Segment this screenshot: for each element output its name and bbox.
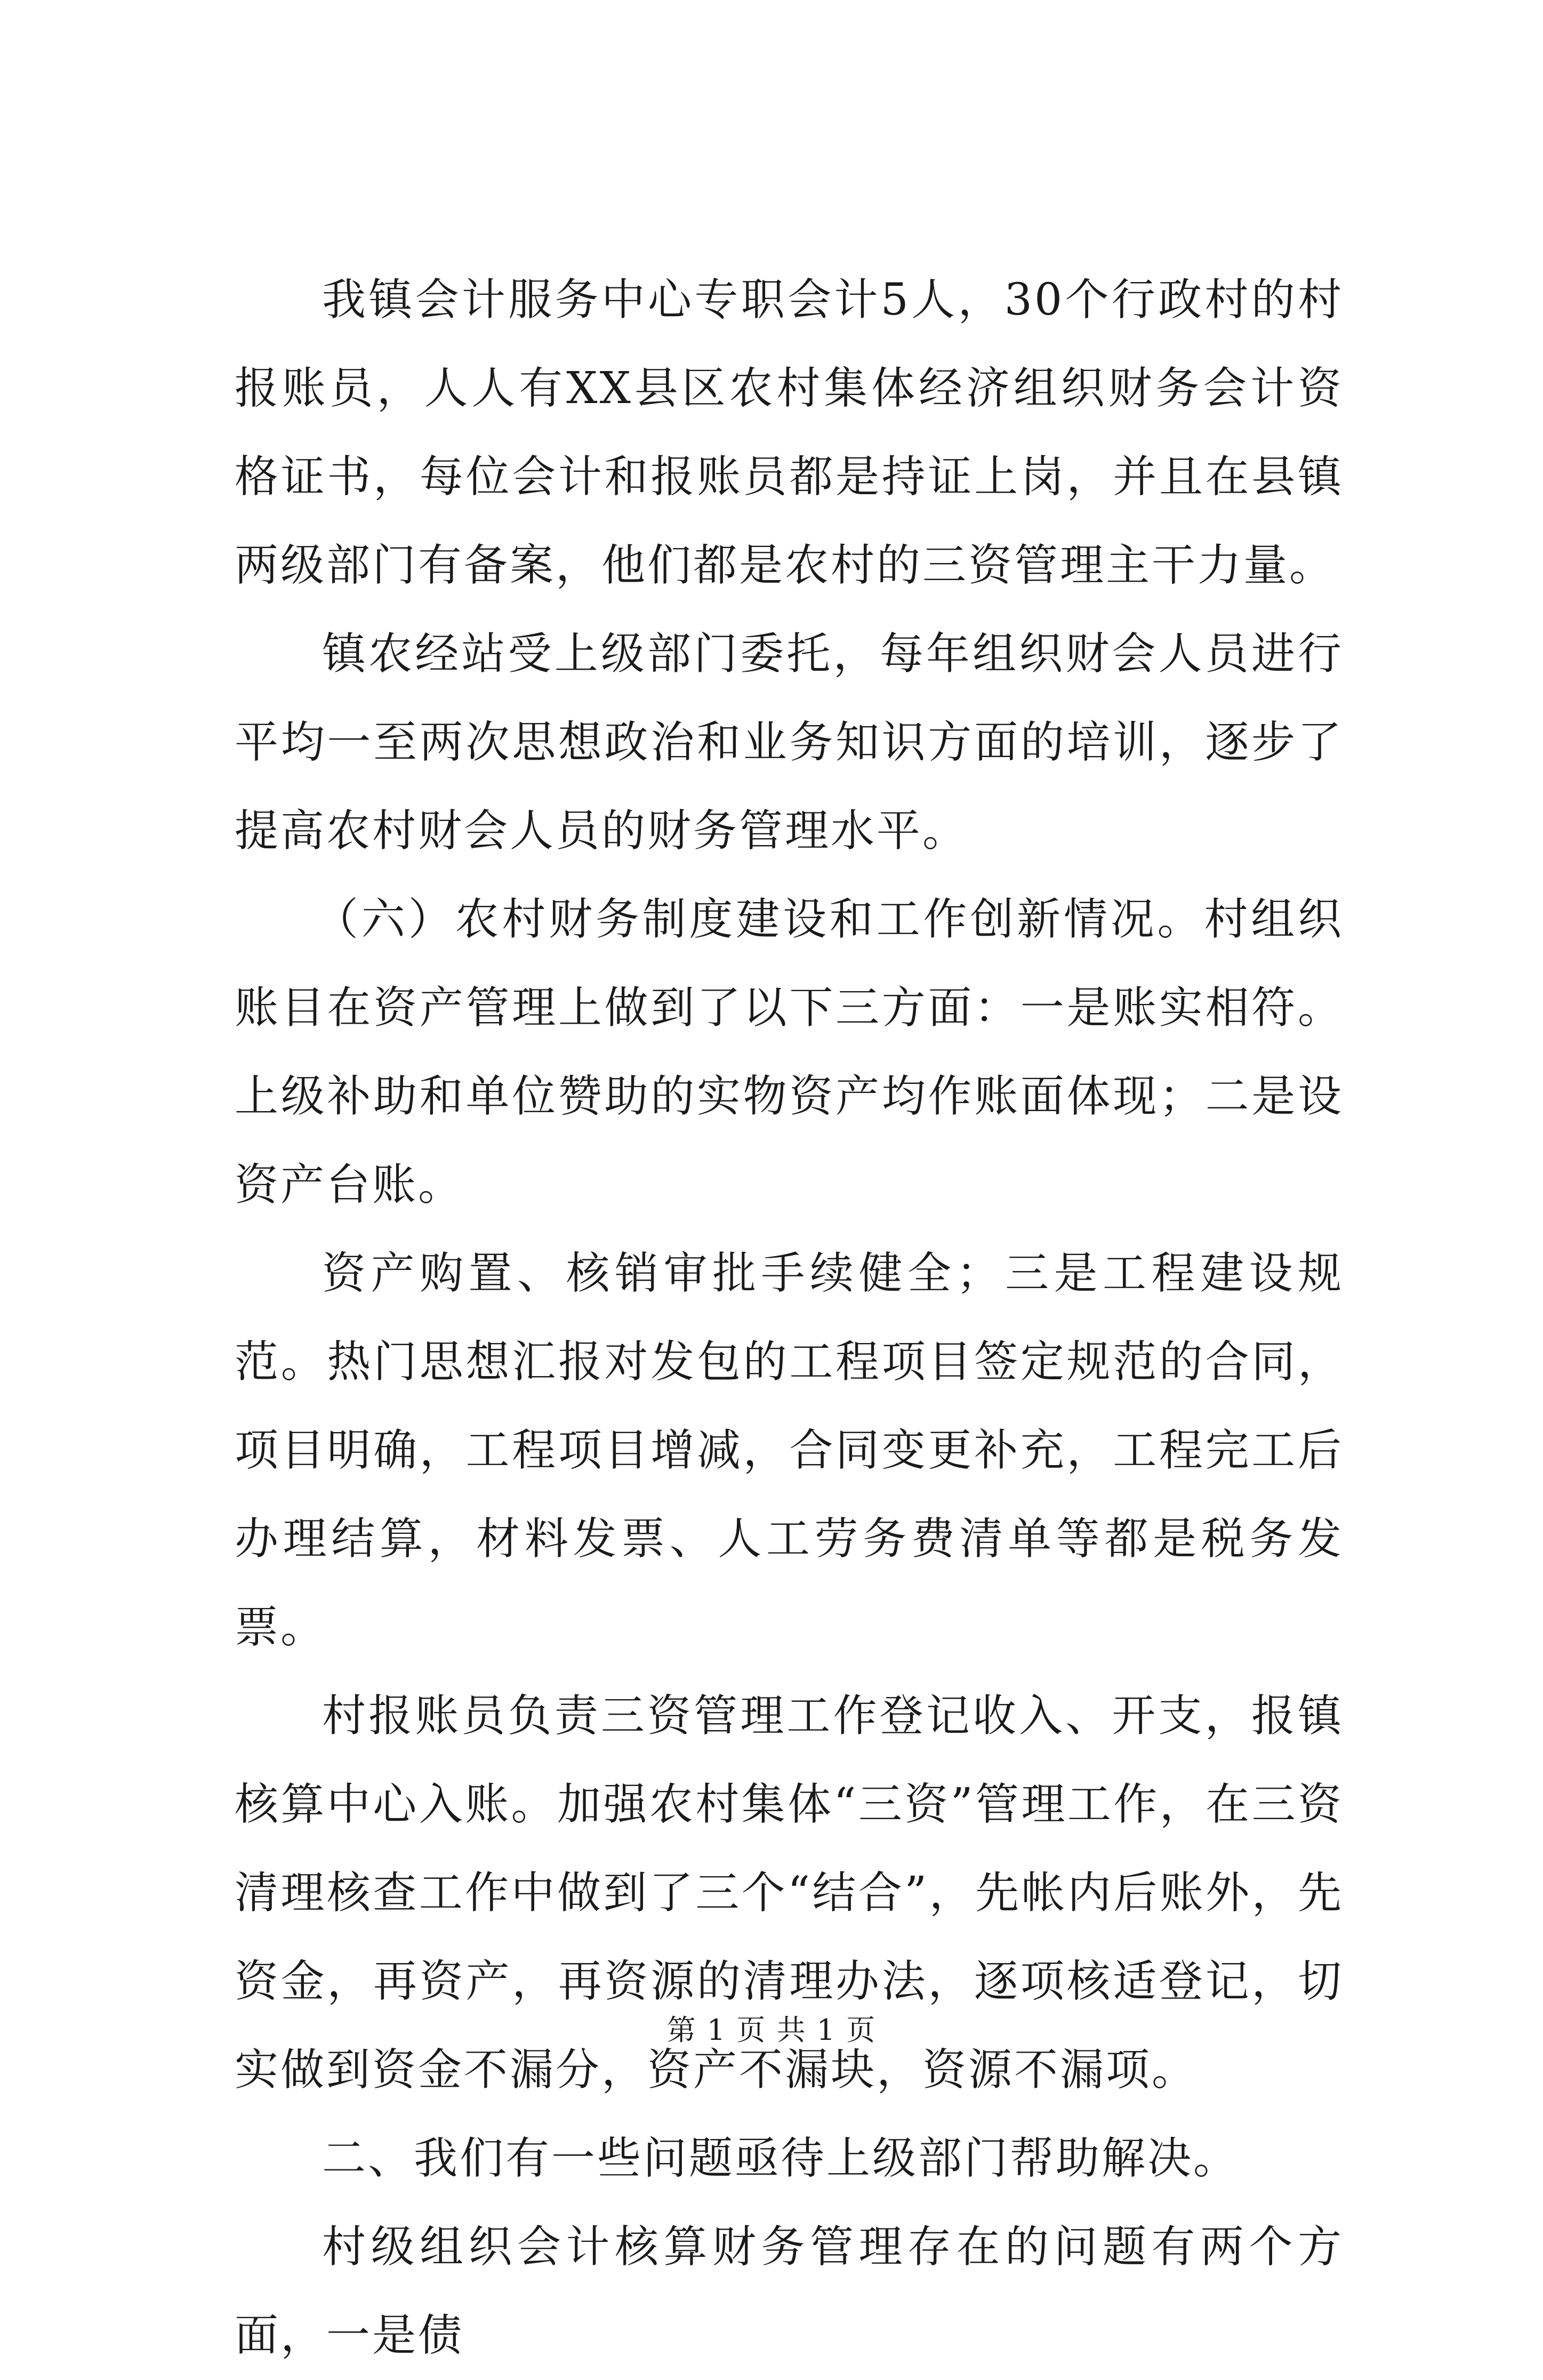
paragraph-accounting-staff: 我镇会计服务中心专职会计5人，30个行政村的村报账员，人人有XX县区农村集体经济组织财务会计资格证书，每位会计和报账员都是持证上岗，并且在县镇两级部门有备案，他们都是农村的三资管理主干力量。 xyxy=(235,275,1344,591)
paragraph-section-two-heading: 二、我们有一些问题亟待上级部门帮助解决。 xyxy=(322,2133,1240,2184)
paragraph-financial-system: （六）农村财务制度建设和工作创新情况。村组织账目在资产管理上做到了以下三方面：一是账实相符。上级补助和单位赞助的实物资产均作账面体现；二是设资产台账。 xyxy=(235,894,1344,1210)
document-body xyxy=(235,256,1344,2380)
page-footer: 第 1 页 共 1 页 xyxy=(666,2013,877,2047)
paragraph-asset-procurement: 资产购置、核销审批手续健全；三是工程建设规范。热门思想汇报对发包的工程项目签定规范的合同，项目明确，工程项目增减，合同变更补充，工程完工后办理结算，材料发票、人工劳务费清单等都是税务发票。 xyxy=(235,1248,1344,1653)
paragraph-problems: 村级组织会计核算财务管理存在的问题有两个方面，一是债 xyxy=(235,2222,1344,2361)
paragraph-training: 镇农经站受上级部门委托，每年组织财会人员进行平均一至两次思想政治和业务知识方面的培训，逐步了提高农村财会人员的财务管理水平。 xyxy=(235,629,1344,856)
paragraph-village-accountant: 村报账员负责三资管理工作登记收入、开支，报镇核算中心入账。加强农村集体“三资”管理工作，在三资清理核查工作中做到了三个“结合”，先帐内后账外，先资金，再资产，再资源的清理办法，逐项核适登记，切实做到资金不漏分，资产不漏块，资源不漏项。 xyxy=(235,1691,1344,2095)
